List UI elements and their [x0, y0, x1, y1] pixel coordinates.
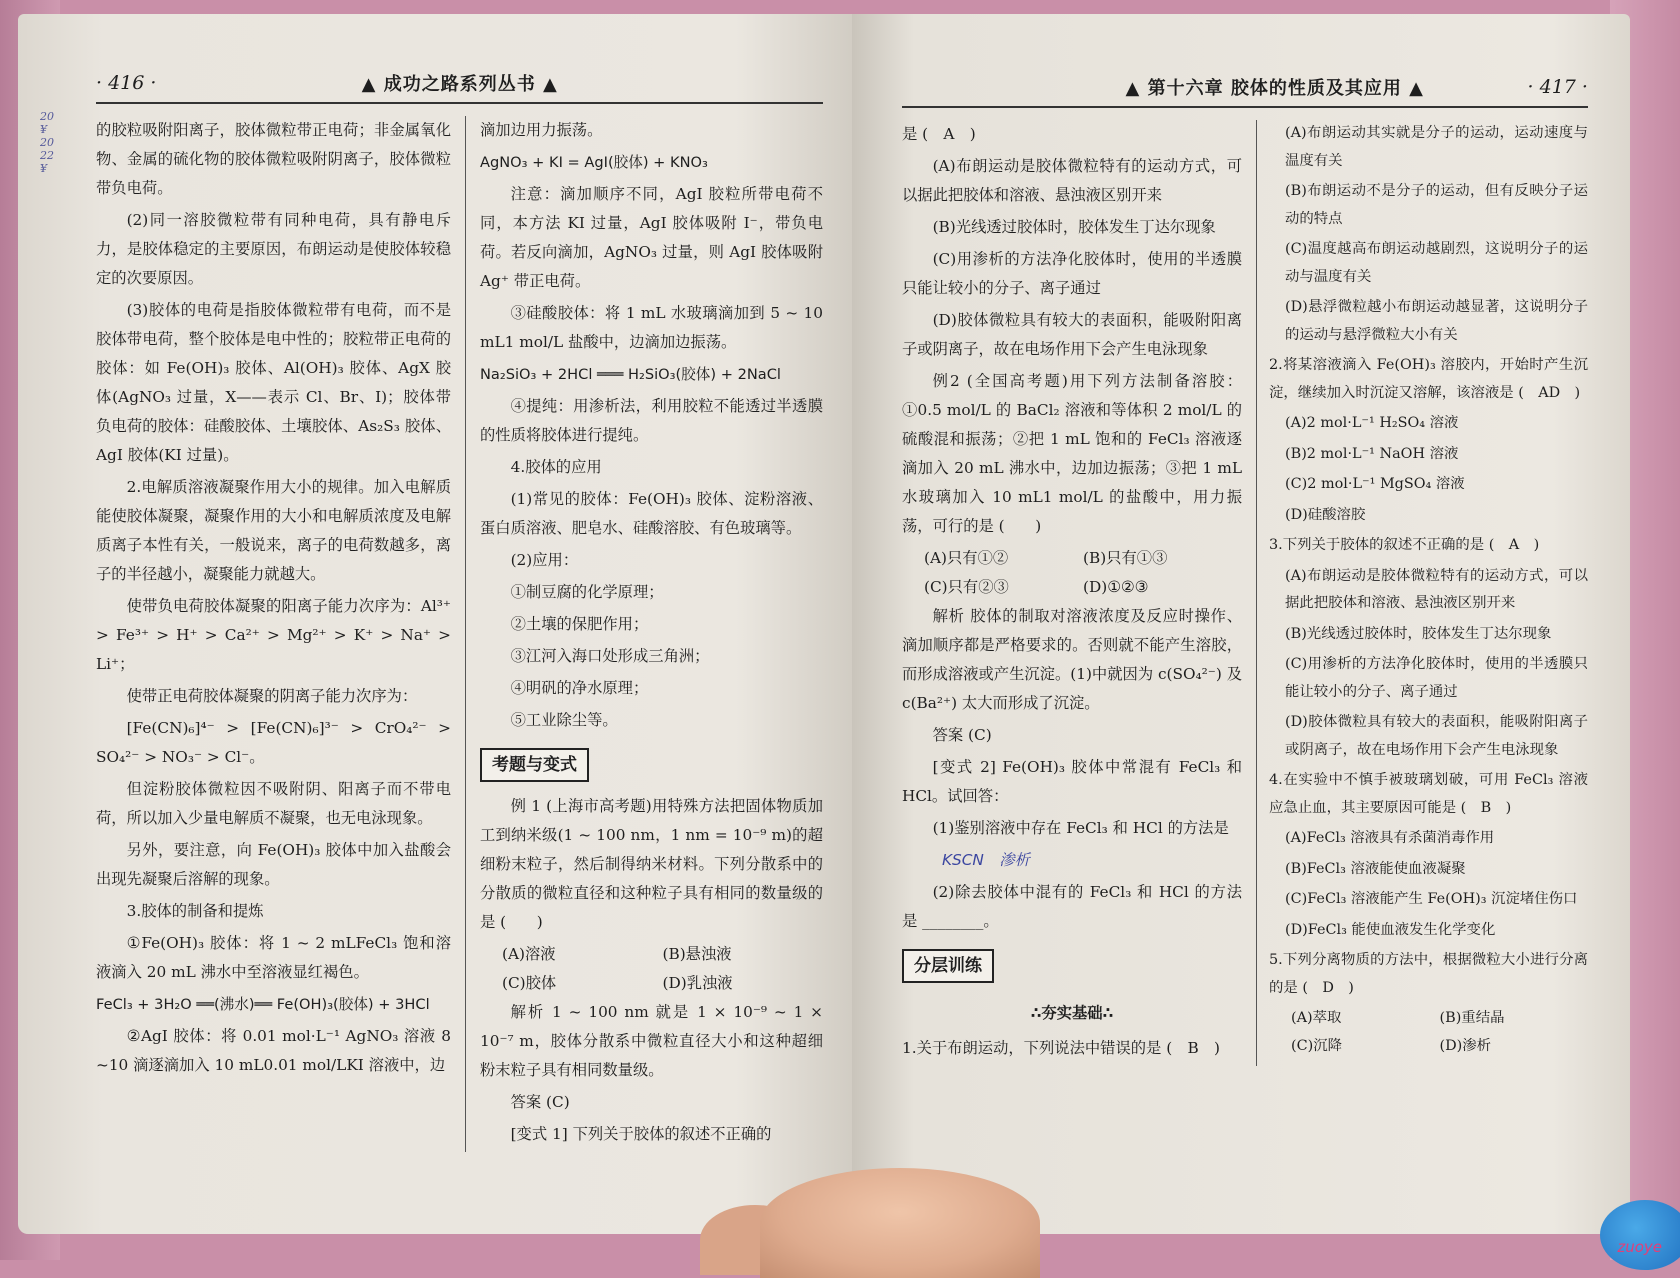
example-1: 例 1 (上海市高考题)用特殊方法把固体物质加工到纳米级(1 ~ 100 nm，1 nm = 10⁻⁹ m)的超细粉末粒子，然后制得纳米材料。下列分散系中的分散质的微粒直径和这种粒子具有相同的数量级的是 ( ) — [480, 797, 823, 931]
option: (B)FeCl₃ 溶液能使血液凝聚 — [1285, 860, 1466, 877]
question-part-2: (2)除去胶体中混有的 FeCl₃ 和 HCl 的方法是 ________。 — [902, 883, 1242, 930]
option: (D)胶体微粒具有较大的表面积，能吸附阳离子或阴离子，故在电场作用下会产生电泳现象 — [902, 311, 1242, 358]
paragraph: 的胶粒吸附阳离子，胶体微粒带正电荷；非金属氧化物、金属的硫化物的胶体微粒吸附阴离子，胶体微粒带负电荷。 — [96, 121, 451, 197]
option: (C)用渗析的方法净化胶体时，使用的半透膜只能让较小的分子、离子通过 — [1285, 656, 1588, 700]
section-heading: 3.胶体的制备和提炼 — [126, 902, 264, 920]
left-page-header — [96, 70, 823, 104]
list-item: ⑤工业除尘等。 — [510, 711, 618, 729]
right-column-2 — [1257, 120, 1588, 1066]
option: (A)布朗运动其实就是分子的运动，运动速度与温度有关 — [1285, 125, 1588, 169]
left-column-2 — [466, 116, 823, 1152]
option: (C)用渗析的方法净化胶体时，使用的半透膜只能让较小的分子、离子通过 — [902, 250, 1242, 297]
option: (A)萃取 — [1291, 1010, 1342, 1026]
series-title: ▲ 成功之路系列丛书 ▲ — [361, 74, 558, 95]
analysis: 解析 1 ~ 100 nm 就是 1 × 10⁻⁹ ~ 1 × 10⁻⁷ m，胶体分散系中微粒直径大小和这种超细粉末粒子具有相同数量级。 — [480, 1003, 823, 1079]
watermark: zuoye — [1617, 1238, 1662, 1256]
option: (D)硅酸溶胶 — [1285, 506, 1366, 523]
left-column-1 — [96, 116, 466, 1152]
question-3: 3.下列关于胶体的叙述不正确的是 ( A ) — [1269, 537, 1540, 553]
option: (A)只有①② — [924, 549, 1009, 567]
list-item: ①制豆腐的化学原理； — [510, 583, 664, 601]
option: (A)布朗运动是胶体微粒特有的运动方式，可以据此把胶体和溶液、悬浊液区别开来 — [1285, 567, 1588, 611]
section-heading: 4.胶体的应用 — [510, 458, 602, 476]
option: (A)溶液 — [502, 945, 556, 963]
right-page-columns — [902, 120, 1588, 1066]
option: (A)2 mol·L⁻¹ H₂SO₄ 溶液 — [1285, 415, 1459, 431]
right-page-header — [902, 74, 1588, 108]
answer: 答案 (C) — [510, 1093, 570, 1111]
paragraph: ②AgI 胶体：将 0.01 mol·L⁻¹ AgNO₃ 溶液 8 ~10 滴逐滴加入 10 mL0.01 mol/LKI 溶液中，边 — [96, 1027, 451, 1074]
paragraph: 注意：滴加顺序不同，AgI 胶粒所带电荷不同，本方法 KI 过量，AgI 胶体吸附 I⁻，带负电荷。若反向滴加，AgNO₃ 过量，则 AgI 胶体吸附 Ag⁺ 带正电荷。 — [480, 185, 823, 290]
option: (B)光线透过胶体时，胶体发生丁达尔现象 — [932, 218, 1216, 236]
option: (C)沉降 — [1291, 1037, 1343, 1054]
variant-1: [变式 1] 下列关于胶体的叙述不正确的 — [510, 1125, 772, 1143]
option: (D)FeCl₃ 能使血液发生化学变化 — [1285, 921, 1496, 938]
question-4: 4.在实验中不慎手被玻璃划破，可用 FeCl₃ 溶液应急止血，其主要原因可能是 ( B ) — [1269, 772, 1588, 816]
paragraph: ④提纯：用渗析法，利用胶粒不能透过半透膜的性质将胶体进行提纯。 — [480, 397, 823, 444]
paragraph: 使带正电荷胶体凝聚的阴离子能力次序为： — [126, 687, 418, 705]
question-part-1: (1)鉴别溶液中存在 FeCl₃ 和 HCl 的方法是 — [932, 819, 1229, 837]
handwritten-answer — [902, 846, 1242, 875]
example-2-options — [902, 544, 1242, 602]
list-item: ④明矾的净水原理； — [510, 679, 649, 697]
handwriting: KSCN — [942, 851, 984, 869]
question-1: 1.关于布朗运动，下列说法中错误的是 ( B ) — [902, 1039, 1220, 1057]
paragraph: [Fe(CN)₆]⁴⁻ > [Fe(CN)₆]³⁻ > CrO₄²⁻ > SO₄²⁻ > NO₃⁻ > Cl⁻。 — [96, 719, 451, 766]
option: (D)乳浊液 — [662, 974, 733, 992]
paragraph: 使带负电荷胶体凝聚的阳离子能力次序为：Al³⁺ > Fe³⁺ > H⁺ > Ca²⁺ > Mg²⁺ > K⁺ > Na⁺ > Li⁺； — [96, 597, 451, 673]
page-number-417: · 417 · — [1527, 76, 1588, 98]
question-2: 2.将某溶液滴入 Fe(OH)₃ 溶胶内，开始时产生沉淀，继续加入时沉淀又溶解，该溶液是 ( AD ) — [1269, 357, 1588, 401]
option: (C)2 mol·L⁻¹ MgSO₄ 溶液 — [1285, 476, 1465, 492]
paragraph: (1)常见的胶体：Fe(OH)₃ 胶体、淀粉溶液、蛋白质溶液、肥皂水、硅酸溶胶、有色玻璃等。 — [480, 490, 823, 537]
right-column-1 — [902, 120, 1257, 1066]
option: (A)布朗运动是胶体微粒特有的运动方式，可以据此把胶体和溶液、悬浊液区别开来 — [902, 157, 1242, 204]
option: (D)渗析 — [1439, 1037, 1492, 1054]
option: (B)重结晶 — [1439, 1010, 1505, 1026]
paragraph: 2.电解质溶液凝聚作用大小的规律。加入电解质能使胶体凝聚，凝聚作用的大小和电解质浓度及电解质离子本性有关，一般说来，离子的电荷数越多，离子的半径越小，凝聚能力就越大。 — [96, 478, 451, 583]
option: (B)2 mol·L⁻¹ NaOH 溶液 — [1285, 445, 1459, 462]
paragraph: ①Fe(OH)₃ 胶体：将 1 ~ 2 mLFeCl₃ 饱和溶液滴入 20 mL 沸水中至溶液显红褐色。 — [96, 934, 451, 981]
analysis: 解析 胶体的制取对溶液浓度及反应时操作、滴加顺序都是严格要求的。否则就不能产生溶胶，而形成溶液或产生沉淀。(1)中就因为 c(SO₄²⁻) 及 c(Ba²⁺) 太大而形成了沉淀。 — [902, 607, 1243, 712]
handwriting: 渗析 — [999, 851, 1030, 869]
subsection-title: ∴夯实基础∴ — [1030, 1004, 1114, 1022]
question-5: 5.下列分离物质的方法中，根据微粒大小进行分离的是 ( D ) — [1269, 952, 1588, 996]
example-1-options — [480, 940, 823, 998]
left-page — [18, 14, 863, 1234]
option: (D)①②③ — [1083, 578, 1149, 596]
list-item: ③江河入海口处形成三角洲； — [510, 647, 710, 665]
option: (A)FeCl₃ 溶液具有杀菌消毒作用 — [1285, 830, 1495, 846]
list-item: ②土壤的保肥作用； — [510, 615, 649, 633]
paragraph: ③硅酸胶体：将 1 mL 水玻璃滴加到 5 ~ 10 mL1 mol/L 盐酸中，边滴加边振荡。 — [480, 304, 823, 351]
paragraph: (2)同一溶胶微粒带有同种电荷，具有静电斥力，是胶体稳定的主要原因，布朗运动是使胶体较稳定的次要原因。 — [96, 211, 451, 287]
paragraph: 另外，要注意，向 Fe(OH)₃ 胶体中加入盐酸会出现先凝聚后溶解的现象。 — [96, 841, 451, 888]
option: (B)只有①③ — [1083, 549, 1168, 567]
layered-training-badge: 分层训练 — [902, 949, 994, 983]
option: (B)布朗运动不是分子的运动，但有反映分子运动的特点 — [1285, 183, 1588, 227]
answer: 答案 (C) — [932, 726, 992, 744]
paragraph: (2)应用： — [510, 551, 579, 569]
option: (D)胶体微粒具有较大的表面积，能吸附阳离子或阴离子，故在电场作用下会产生电泳现象 — [1285, 714, 1588, 758]
option: (B)悬浊液 — [662, 945, 732, 963]
chapter-title: ▲ 第十六章 胶体的性质及其应用 ▲ — [1125, 78, 1425, 99]
paragraph: 是 ( A ) — [902, 125, 976, 143]
option: (D)悬浮微粒越小布朗运动越显著，这说明分子的运动与悬浮微粒大小有关 — [1285, 299, 1588, 343]
option: (C)FeCl₃ 溶液能产生 Fe(OH)₃ 沉淀堵住伤口 — [1285, 891, 1578, 907]
equation: FeCl₃ + 3H₂O ══(沸水)══ Fe(OH)₃(胶体) + 3HCl — [96, 996, 430, 1013]
equation: Na₂SiO₃ + 2HCl ═══ H₂SiO₃(胶体) + 2NaCl — [480, 366, 781, 383]
thumb — [760, 1168, 1040, 1278]
option: (C)温度越高布朗运动越剧烈，这说明分子的运动与温度有关 — [1285, 241, 1588, 285]
paragraph: 但淀粉胶体微粒因不吸附阴、阳离子而不带电荷，所以加入少量电解质不凝聚，也无电泳现象。 — [96, 780, 451, 827]
option: (B)光线透过胶体时，胶体发生丁达尔现象 — [1285, 625, 1552, 642]
right-page — [852, 14, 1630, 1234]
paragraph: 滴加边用力振荡。 — [480, 121, 603, 139]
exam-variant-badge: 考题与变式 — [480, 748, 589, 782]
example-2: 例2 (全国高考题)用下列方法制备溶胶：①0.5 mol/L 的 BaCl₂ 溶液和等体积 2 mol/L 的硫酸混和振荡；②把 1 mL 饱和的 FeCl₃ 溶液逐滴加入 20 mL 沸水中，边加边振荡；③把 1 mL 水玻璃加入 10 mL1 mol/L 的盐酸中，用力振荡，可行的是 ( ) — [902, 372, 1242, 535]
left-page-columns — [96, 116, 823, 1152]
variant-2: [变式 2] Fe(OH)₃ 胶体中常混有 FeCl₃ 和 HCl。试回答： — [902, 758, 1242, 805]
paragraph: (3)胶体的电荷是指胶体微粒带有电荷，而不是胶体带电荷，整个胶体是电中性的；胶粒带正电荷的胶体：如 Fe(OH)₃ 胶体、Al(OH)₃ 胶体、AgX 胶体(AgNO₃ 过量，X——表示 Cl、Br、I)；胶体带负电荷的胶体：硅酸胶体、土壤胶体、As₂S₃ 胶体、AgI 胶体(KI 过量)。 — [96, 301, 451, 464]
equation: AgNO₃ + KI = AgI(胶体) + KNO₃ — [480, 154, 708, 171]
margin-handwriting: 20 ¥ 20 22 ¥ — [40, 110, 54, 175]
page-number-416: · 416 · — [96, 72, 157, 94]
option: (C)只有②③ — [924, 578, 1009, 596]
question-5-options — [1269, 1005, 1588, 1060]
option: (C)胶体 — [502, 974, 557, 992]
